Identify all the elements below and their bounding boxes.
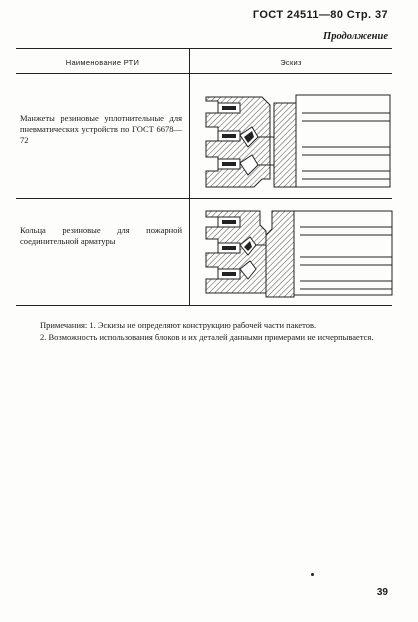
- rti-table: [16, 48, 392, 306]
- sketch-cuff-seals: [204, 91, 394, 193]
- row-rule: [16, 198, 392, 199]
- column-header-sketch: Эскиз: [280, 58, 302, 67]
- column-divider: [189, 49, 190, 305]
- header-rule: [16, 73, 392, 74]
- scan-speck: [311, 573, 314, 576]
- continued-label: Продолжение: [323, 31, 388, 42]
- sketch-fire-fitting-rings: [204, 207, 394, 301]
- row-2-name: Кольца резиновые для пожарной соединительной арматуры: [20, 225, 182, 246]
- notes: [18, 319, 390, 343]
- note-1: Примечания: 1. Эскизы не определяют конструкцию рабочей части пакетов.: [40, 320, 317, 330]
- row-1-name: Манжеты резиновые уплотнительные для пневматических устройств по ГОСТ 6678—72: [20, 113, 182, 145]
- document-header: ГОСТ 24511—80 Стр. 37: [252, 9, 388, 21]
- note-2: 2. Возможность использования блоков и их деталей данными примерами не исчерпывается.: [40, 332, 374, 342]
- page-number: 39: [376, 587, 388, 598]
- column-header-name: Наименование РТИ: [65, 58, 140, 67]
